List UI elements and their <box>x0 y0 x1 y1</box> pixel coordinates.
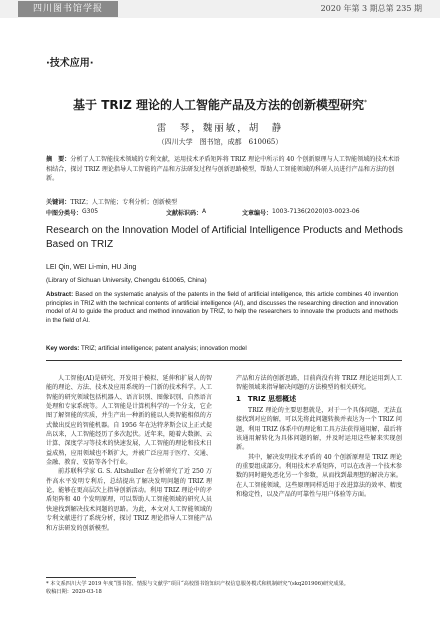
clc-label: 中图分类号： <box>46 210 83 217</box>
keywords-english <box>46 345 247 352</box>
doc-code-value: A <box>202 208 207 215</box>
article-no-label: 文章编号： <box>242 210 273 217</box>
authors-english: LEI Qin, WEI Li-min, HU Jing <box>46 264 137 271</box>
footnote-funding: * 本文系四川大学 2019 年度“图书馆、情报与文献学”项目“高校图书馆知识产权信息服务模式和机制研究”(skq201906)研究成果。 <box>46 581 349 587</box>
keywords-cn-label: 关键词： <box>46 199 71 206</box>
section-label: ·技术应用· <box>46 58 94 69</box>
clc-value: G305 <box>82 208 99 215</box>
abstract-english <box>46 291 398 325</box>
issue-info: 2020 年第 3 期总第 235 期 <box>320 4 422 13</box>
body-paragraph: 其中，解决发明技术矛盾的 40 个创新原理是 TRIZ 理论的重要组成部分。利用技术矛盾矩阵，可以在改善一个技术参数的同时避免恶化另一个参数，从而找到最理想的解决方案。在人工智能领域，这些原理同样适用于改进算法的效率、精度和稳定性，以及产品的可靠性与用户体验等方面。 <box>236 453 402 499</box>
journal-name: 四川图书馆学报 <box>18 1 118 17</box>
body-paragraph: 前苏联科学家 G. S. Altshuller 在分析研究了近 250 万件高水平发明专利后，总结提出了解决发明问题的 TRIZ 理论，能够在更高层次上指导创新活动。利用 TRIZ 理论中的矛盾矩阵和 40 个发明原理，可以帮助人工智能领域的研究人员快速找到解决技术问题的思路。为此，本文对人工智能领域的专利文献进行了系统分析，探讨 TRIZ 理论指导人工智能产品和方法研发的创新模型。 <box>46 468 212 532</box>
body-column-left <box>46 374 212 533</box>
body-paragraph-continued: 产品和方法的创新思路，目前尚没有将 TRIZ 理论运用到人工智能领域来指导解决问题的方法模型的相关研究。 <box>236 375 402 392</box>
abstract-cn-text: 分析了人工智能技术领域的专利文献，运用技术矛盾矩阵将 TRIZ 理论中所示的 40 个创新原理与人工智能领域的技术术语相结合，探讨 TRIZ 理论指导人工智能的产品和方法研发过程与创新思路模型，帮助人工智能领域的科研人员进行产品和方法的创新。 <box>46 156 400 183</box>
body-column-right <box>236 374 402 499</box>
keywords-cn-text: TRIZ；人工智能；专利分析；创新模型 <box>70 199 178 206</box>
footnote <box>46 581 402 596</box>
abstract-cn-label: 摘 要： <box>46 156 71 163</box>
keywords-chinese <box>46 197 177 206</box>
keywords-en-label: Key words: <box>46 345 80 352</box>
article-no-value: 1003-7136(2020)03-0023-06 <box>272 208 360 215</box>
affiliation-english: (Library of Sichuan University, Chengdu 610065, China) <box>46 277 207 284</box>
title-english: Research on the Innovation Model of Artificial Intelligence Products and Methods Based on TRIZ <box>46 225 403 250</box>
abstract-en-text: Based on the systematic analysis of the patents in the field of artificial intelligence, this article combines 40 invention principles in TRIZ with the technical contents of artificial intelligence (AI), and discusses the researching direction and innovation model of AI to guide the product and method innovation by TRIZ, to help the researchers to innovate the products and methods in the field of AI. <box>46 291 398 324</box>
section-heading: 1 TRIZ 思想概述 <box>236 394 297 403</box>
body-paragraph: 人工智能(AI)是研究、开发用于模拟、延伸和扩展人的智能的理论、方法、技术及应用系统的一门新的技术科学。人工智能的研究领域包括机器人、语言识别、图像识别、自然语言处理和专家系统等。人工智能是计算机科学的一个分支，它企图了解智能的实质，并生产出一种新的能以人类智能相似的方式做出反应的智能机器。自 1956 年在达特茅斯会议上正式提出以来，人工智能经历了多次起伏。近年来，随着大数据、云计算、深度学习等技术的快速发展，人工智能的理论和技术日益成熟，应用领域也不断扩大，并被广泛应用于医疗、交通、金融、教育、安防等各个行业。 <box>46 375 212 467</box>
title-cn-text: 基于 TRIZ 理论的人工智能产品及方法的创新模型研究 <box>73 98 364 112</box>
abstract-chinese <box>46 155 402 184</box>
doc-code-label: 文献标识码： <box>166 210 203 217</box>
authors-chinese: 雷 琴，魏丽敏，胡 静 <box>156 123 284 134</box>
classification-row <box>46 208 402 217</box>
title-footnote-mark: * <box>363 99 367 106</box>
body-paragraph: TRIZ 理论的主要思想就是，对于一个具体问题，无法直接找到对应的解，可以先将此问题转换并表达为一个 TRIZ 问题，利用 TRIZ 体系中的理论和工具方法获得通用解，最后将该通用解转化为具体问题的解，并及时运用这些解来实现创新。 <box>236 407 402 452</box>
affiliation-chinese: （四川大学 图书馆，成都 610065） <box>157 138 283 146</box>
header-divider-rule <box>46 360 402 361</box>
footnote-received-date: 收稿日期：2020-03-18 <box>46 588 102 595</box>
footnote-rule <box>46 577 136 578</box>
journal-header-band <box>0 0 440 18</box>
abstract-en-label: Abstract: <box>46 291 74 298</box>
keywords-en-text: TRIZ; artificial intelligence; patent analysis; innovation model <box>80 345 247 352</box>
title-chinese <box>0 96 440 113</box>
